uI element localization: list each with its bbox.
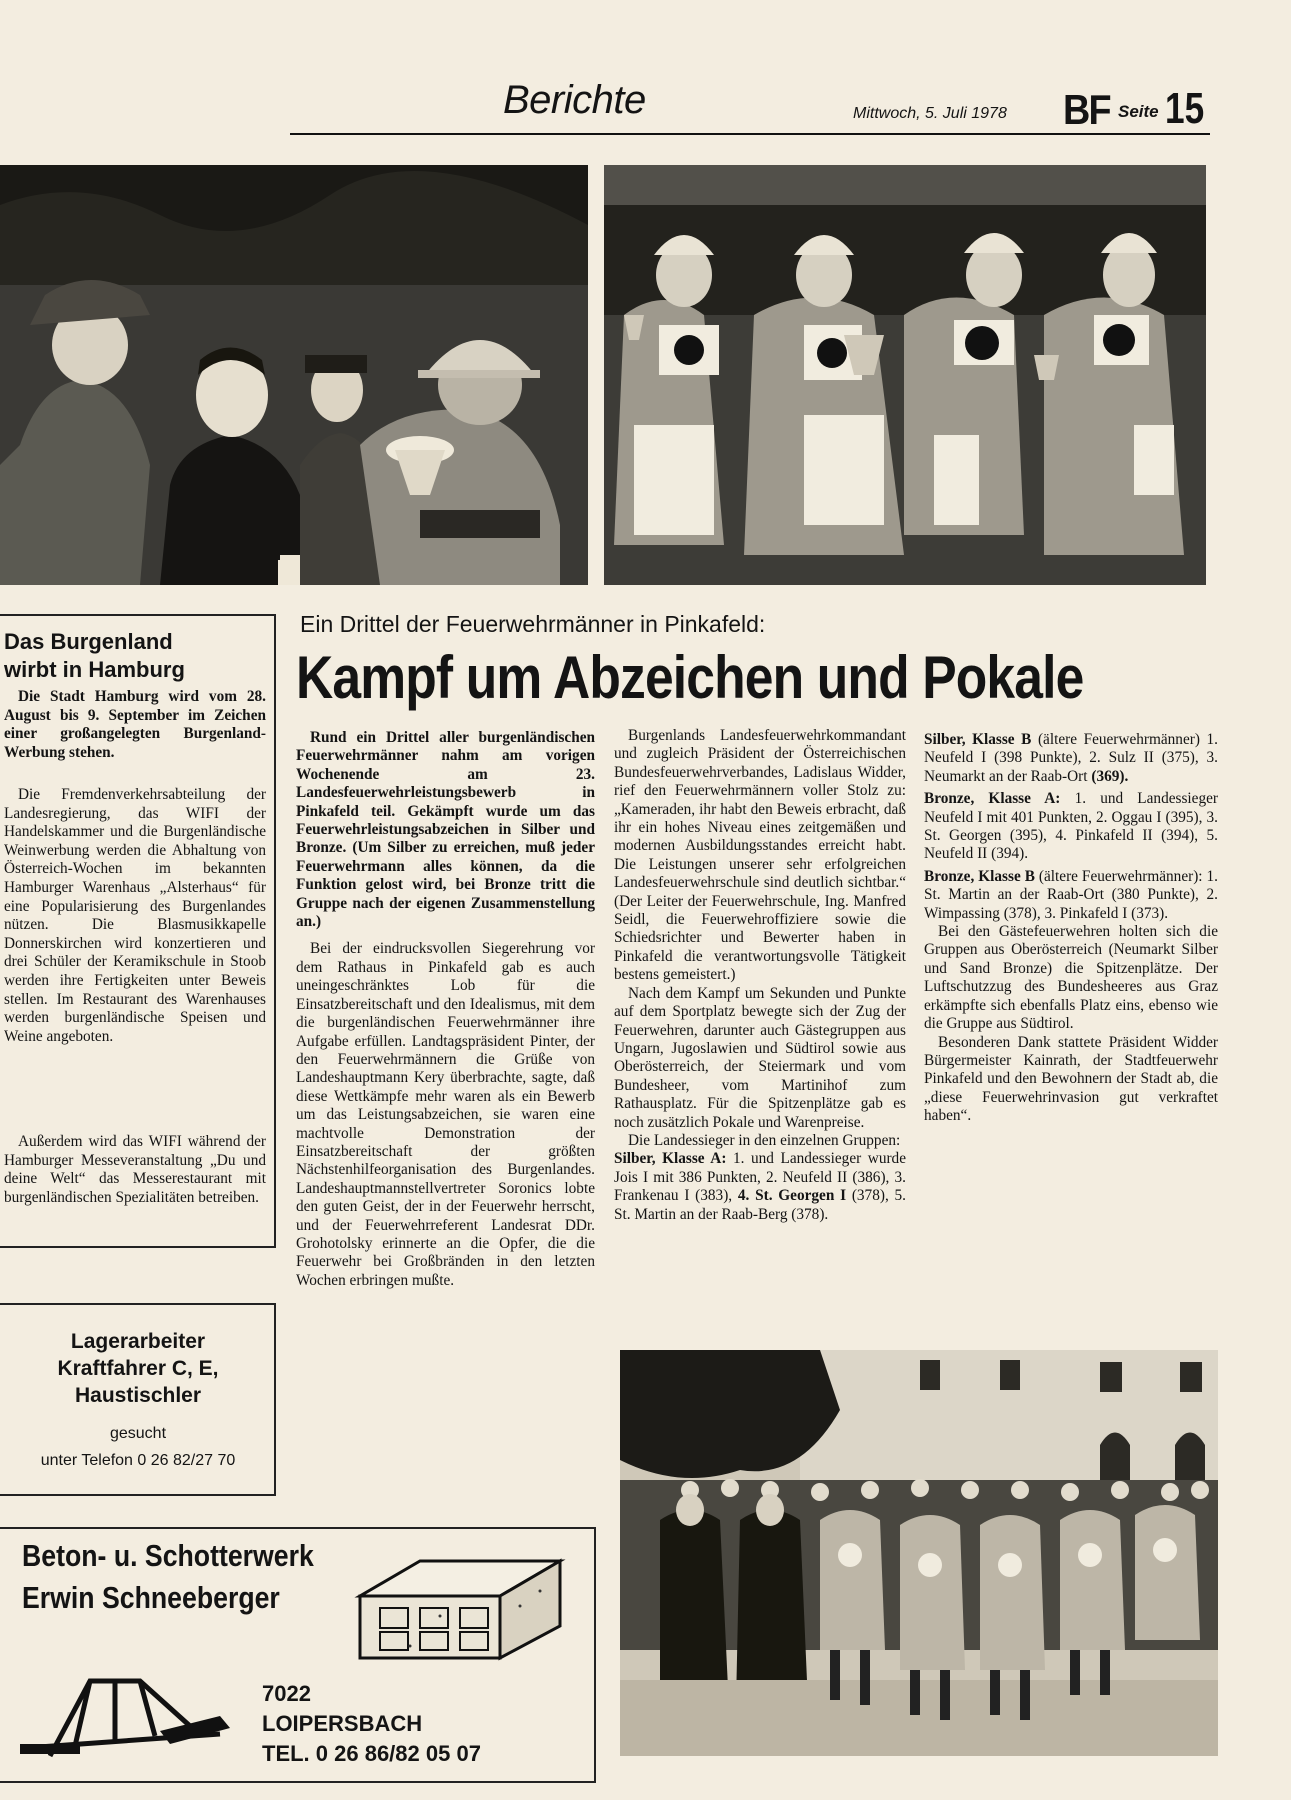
sidebar-title-line1: Das Burgenland	[4, 629, 173, 654]
article-paragraph: Besonderen Dank stattete Präsident Widder Bürgermeister Kainrath, der Stadtfeuerwehr Pinkafeld und den Bewohnern der Stadt ab, die „diese Feuerwehrinvasion gut verkraftet haben“.	[924, 1033, 1218, 1125]
page-number: 15	[1165, 84, 1205, 133]
result-label: Bronze, Klasse A:	[924, 790, 1061, 808]
newspaper-logo: BF	[1063, 86, 1110, 133]
article-paragraph: Nach dem Kampf um Sekunden und Punkte auf dem Sportplatz bewegte sich der Zug der Feuerwehren, darunter auch Gästegruppen aus Ungarn, Jugoslawien und Südtirol sowie aus Oberösterreich, der Steiermark und vom Bundesheer, vom Martinihof zum Rathausplatz. Für die Spitzenplätze gab es noch zusätzlich Pokale und Warenpreise.	[614, 984, 906, 1131]
company-ad-phone: TEL. 0 26 86/82 05 07	[262, 1741, 481, 1766]
concrete-block-icon	[350, 1546, 580, 1666]
article-lead: Rund ein Drittel aller burgenländischen Feuerwehrmänner nahm am vorigen Wochenende am 23. Landesfeuerwehrleistungsbewerb in Pinkafeld teil. Gekämpft wurde um das Feuerwehrleistungsabzeichen in Silber und Bronze. (Um Silber zu erreichen, muß jeder Feuerwehrmann alles können, da die Funktion gelost wird, bei Bronze tritt die Gruppe nach der eigenen Zusammenstellung an.)	[296, 729, 595, 931]
article-kicker: Ein Drittel der Feuerwehrmänner in Pinkafeld:	[300, 611, 766, 637]
article-paragraph: Bei den Gästefeuerwehren holten sich die Gruppen aus Oberösterreich (Neumarkt Silber und Sand Bronze) die Spitzenplätze. Der Luftschutzzug des Bundesheeres aus Graz erkämpfte sich ebenfalls Platz eins, ebenso wie die Gruppe aus Südtirol.	[924, 923, 1218, 1033]
result-text: (ältere Feuerwehrmänner) 1. Neufeld I (398 Punkte), 2. Sulz II (375), 3. Neumarkt an der Raab-Ort	[924, 731, 1218, 785]
company-ad-name: Beton- u. Schotterwerk	[22, 1538, 314, 1573]
company-ad-town: LOIPERSBACH	[262, 1711, 423, 1736]
result-text-bold: (369).	[1091, 767, 1129, 785]
result-text: (378), 5. St. Martin an der Raab-Berg (378).	[614, 1187, 906, 1223]
result-label: Silber, Klasse A:	[614, 1150, 727, 1168]
photo-firemen-parade	[620, 1350, 1218, 1756]
sidebar-article-paragraph: Außerdem wird das WIFI während der Hamburger Messeveranstaltung „Du und deine Welt“ das Messerestaurant mit burgenländischen Spezialitäten betreiben.	[4, 1133, 266, 1206]
sidebar-title-line2: wirbt in Hamburg	[4, 657, 185, 682]
article-paragraph: Bei der eindrucksvollen Siegerehrung vor dem Rathaus in Pinkafeld gab es auch uneingeschränktes Lob für die Einsatzbereitschaft und den Idealismus, mit dem die burgenländischen Feuerwehrmänner ihre Aufgabe erfüllen. Landtagspräsident Pinter, der den Feuerwehrmännern die Grüße von Landeshauptmann Kery überbrachte, sagte, daß diese Wettkämpfe mehr waren als ein Bewerb um das Leistungsabzeichen, sie waren eine machtvolle Demonstration der Einsatzbereitschaft der größten Nächstenhilfeorganisation des Burgenlandes. Landeshauptmannstellvertreter Soronics lobte den guten Geist, der in der Feuerwehr herrscht, und der Feuerwehrreferent Landesrat DDr. Grohotolsky erinnerte an die Opfer, die die Feuerwehr bei Großbränden in den letzten Wochen erbringen mußte.	[296, 940, 595, 1289]
job-ad-line: Lagerarbeiter	[70, 1330, 206, 1353]
sidebar-article-title	[4, 628, 269, 684]
result-silber-b	[924, 731, 1218, 786]
result-label: Silber, Klasse B	[924, 731, 1032, 748]
section-title: Berichte	[503, 78, 646, 122]
result-label: Bronze, Klasse B	[924, 867, 1035, 885]
job-ad-line: Kraftfahrer C, E,	[57, 1357, 219, 1380]
article-column-1	[296, 729, 595, 1290]
sidebar-article-lead: Die Stadt Hamburg wird vom 28. August bis 9. September im Zeichen einer großangelegten Burgenland-Werbung stehen.	[4, 688, 266, 761]
result-text-bold: 4. St. Georgen I	[737, 1187, 847, 1205]
sidebar-article-paragraph: Die Fremdenverkehrsabteilung der Landesregierung, das WIFI der Handelskammer und die Burgenländische Weinwerbung werden die Abhaltung von Österreich-Wochen im bekannten Hamburger Warenhaus „Alsterhaus“ für eine Popularisierung des Burgenlandes nützen. Die Blasmusikkapelle Donnerskirchen wird konzertieren und drei Schüler der Keramikschule in Stoob werden ihre Fertigkeiten unter Beweis stellen. Im Restaurant des Warenhauses werden burgenländische Speisen und Weine angeboten.	[4, 786, 266, 1045]
article-headline: Kampf um Abzeichen und Pokale	[296, 644, 1084, 711]
job-ad-line: gesucht	[109, 1425, 167, 1442]
result-text: 1. und Landessieger wurde Jois I mit 386 Punkten, 2. Neufeld II (386), 3. Frankenau I (383),	[614, 1150, 906, 1205]
result-bronze-b	[924, 868, 1218, 923]
photo-firemen-with-trophies	[604, 165, 1206, 585]
company-ad-postcode: 7022	[262, 1681, 311, 1706]
result-text: (ältere Feuerwehrmänner): 1. St. Martin an der Raab-Ort (380 Punkte), 2. Wimpassing (378), 3. Pinkafeld I (373).	[924, 867, 1218, 922]
job-ad-line: Haustischler	[74, 1384, 202, 1407]
page-label: Seite	[1118, 102, 1159, 121]
result-text: 1. und Landessieger Neufeld I mit 401 Punkten, 2. Oggau I (395), 3. St. Georgen (395), 4. Pinkafeld II (394), 5. Neufeld II (394).	[924, 790, 1219, 863]
company-ad-owner: Erwin Schneeberger	[22, 1580, 280, 1615]
article-column-3	[924, 727, 1218, 1126]
header-divider	[290, 133, 1210, 135]
article-column-2	[614, 727, 906, 1224]
job-ad-phone: unter Telefon 0 26 82/27 70	[40, 1452, 236, 1469]
conveyor-icon	[20, 1636, 230, 1766]
result-silber-a	[614, 1150, 906, 1224]
result-bronze-a	[924, 790, 1218, 864]
photo-award-ceremony	[0, 165, 588, 585]
issue-date: Mittwoch, 5. Juli 1978	[853, 105, 1007, 122]
article-paragraph: Burgenlands Landesfeuerwehrkommandant und zugleich Präsident der Österreichischen Bundesfeuerwehrverbandes, Ladislaus Widder, rief den Feuerwehrmännern voller Stolz zu: „Kameraden, ihr habt den Beweis erbracht, daß ihr ein hohes Niveau eines zeitgemäßen und modernen Ausbildungsstandes erreicht habt. Die Leistungen unserer sehr erfolgreichen Landesfeuerwehrschule sind deutlich sichtbar.“ (Der Leiter der Feuerwehrschule, Ing. Manfred Seidl, die Feuerwehroffiziere sowie die Schiedsrichter und Bewerter haben in Pinkafeld die verantwortungsvolle Tätigkeit bestens gemeistert.)	[614, 727, 906, 984]
article-paragraph: Die Landessieger in den einzelnen Gruppen:	[628, 1131, 901, 1149]
